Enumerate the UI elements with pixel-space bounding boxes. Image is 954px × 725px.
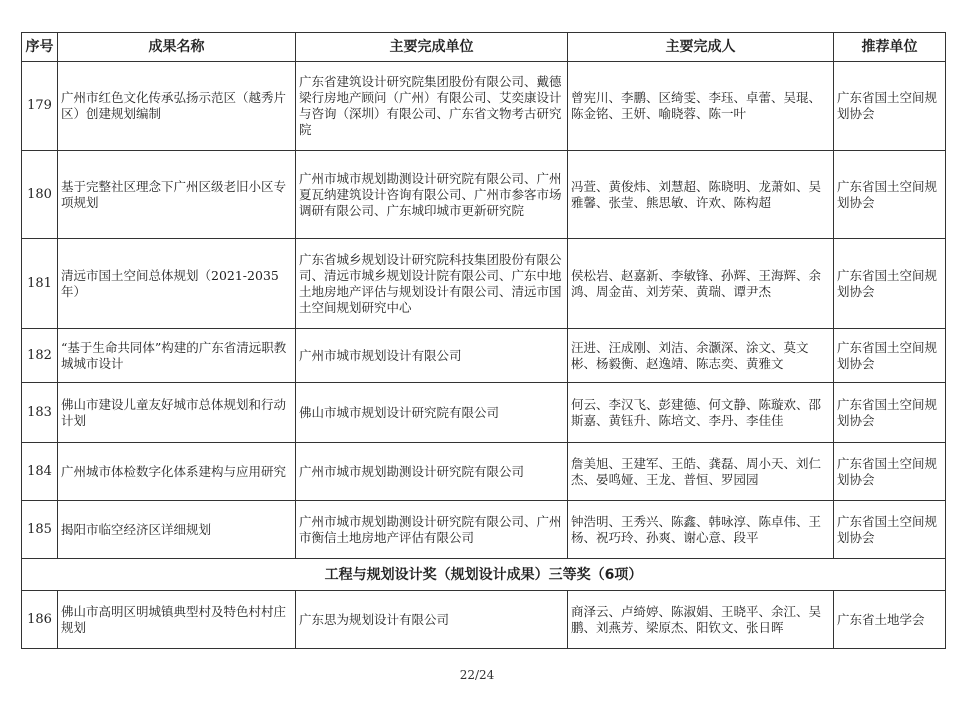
table-row <box>22 62 946 151</box>
row-number: 184 <box>22 443 58 501</box>
main-people: 曾宪川、李鹏、区绮雯、李珏、卓蕾、吴琨、陈金铭、王妍、喻晓蓉、陈一叶 <box>568 62 834 151</box>
main-people: 商泽云、卢绮婷、陈淑娟、王晓平、余江、吴鹏、刘燕芳、梁原杰、阳钦文、张日晖 <box>568 591 834 649</box>
recommender: 广东省国土空间规划协会 <box>834 151 946 239</box>
main-unit: 广东省城乡规划设计研究院科技集团股份有限公司、清远市城乡规划设计院有限公司、广东中地土地房地产评估与规划设计有限公司、清远市国土空间规划研究中心 <box>296 239 568 329</box>
main-people: 侯松岩、赵嘉新、李敏锋、孙辉、王海辉、余鸿、周金苗、刘芳荣、黄瑞、谭尹杰 <box>568 239 834 329</box>
recommender: 广东省土地学会 <box>834 591 946 649</box>
table-row <box>22 151 946 239</box>
page-number: 22/24 <box>459 668 495 682</box>
table-row <box>22 383 946 443</box>
main-unit: 广州市城市规划勘测设计研究院有限公司、广州市衡信土地房地产评估有限公司 <box>296 501 568 559</box>
project-name: 佛山市建设儿童友好城市总体规划和行动计划 <box>58 383 296 443</box>
table-row <box>22 501 946 559</box>
section-title: 工程与规划设计奖（规划设计成果）三等奖（6项） <box>22 559 946 591</box>
row-number: 183 <box>22 383 58 443</box>
row-number: 180 <box>22 151 58 239</box>
main-people: 詹美旭、王建军、王皓、龚磊、周小天、刘仁杰、晏鸣娅、王龙、普恒、罗园园 <box>568 443 834 501</box>
main-people: 汪进、汪成刚、刘洁、余灏深、涂文、莫文彬、杨毅衡、赵逸靖、陈志奕、黄雅文 <box>568 329 834 383</box>
project-name: 佛山市高明区明城镇典型村及特色村村庄规划 <box>58 591 296 649</box>
recommender: 广东省国土空间规划协会 <box>834 329 946 383</box>
project-name: 清远市国土空间总体规划（2021-2035年） <box>58 239 296 329</box>
project-name: 揭阳市临空经济区详细规划 <box>58 501 296 559</box>
project-name: 基于完整社区理念下广州区级老旧小区专项规划 <box>58 151 296 239</box>
project-name: “基于生命共同体”构建的广东省清远职教城城市设计 <box>58 329 296 383</box>
table-row <box>22 443 946 501</box>
main-unit: 广东省建筑设计研究院集团股份有限公司、戴德梁行房地产顾问（广州）有限公司、艾奕康设计与咨询（深圳）有限公司、广东省文物考古研究院 <box>296 62 568 151</box>
row-number: 182 <box>22 329 58 383</box>
recommender: 广东省国土空间规划协会 <box>834 383 946 443</box>
row-number: 186 <box>22 591 58 649</box>
row-number: 181 <box>22 239 58 329</box>
recommender: 广东省国土空间规划协会 <box>834 501 946 559</box>
project-name: 广州城市体检数字化体系建构与应用研究 <box>58 443 296 501</box>
main-people: 钟浩明、王秀兴、陈鑫、韩咏淳、陈卓伟、王杨、祝巧玲、孙爽、谢心意、段平 <box>568 501 834 559</box>
main-unit: 广东思为规划设计有限公司 <box>296 591 568 649</box>
project-name: 广州市红色文化传承弘扬示范区（越秀片区）创建规划编制 <box>58 62 296 151</box>
table-row <box>22 329 946 383</box>
header-project-name: 成果名称 <box>58 33 296 62</box>
main-unit: 佛山市城市规划设计研究院有限公司 <box>296 383 568 443</box>
row-number: 179 <box>22 62 58 151</box>
table-header-row <box>22 33 946 62</box>
table-row <box>22 239 946 329</box>
table-row <box>22 591 946 649</box>
header-main-people: 主要完成人 <box>568 33 834 62</box>
header-number: 序号 <box>22 33 58 62</box>
main-unit: 广州市城市规划勘测设计研究院有限公司、广州夏瓦纳建筑设计咨询有限公司、广州市参客市场调研有限公司、广东城印城市更新研究院 <box>296 151 568 239</box>
awards-table <box>21 32 946 649</box>
main-people: 冯萱、黄俊炜、刘慧超、陈晓明、龙萧如、吴雅馨、张莹、熊思敏、许欢、陈构超 <box>568 151 834 239</box>
header-main-unit: 主要完成单位 <box>296 33 568 62</box>
recommender: 广东省国土空间规划协会 <box>834 62 946 151</box>
main-unit: 广州市城市规划设计有限公司 <box>296 329 568 383</box>
header-recommender: 推荐单位 <box>834 33 946 62</box>
main-unit: 广州市城市规划勘测设计研究院有限公司 <box>296 443 568 501</box>
recommender: 广东省国土空间规划协会 <box>834 239 946 329</box>
row-number: 185 <box>22 501 58 559</box>
main-people: 何云、李汉飞、彭建德、何文静、陈璇欢、邵斯嘉、黄钰升、陈培文、李丹、李佳佳 <box>568 383 834 443</box>
recommender: 广东省国土空间规划协会 <box>834 443 946 501</box>
section-row <box>22 559 946 591</box>
